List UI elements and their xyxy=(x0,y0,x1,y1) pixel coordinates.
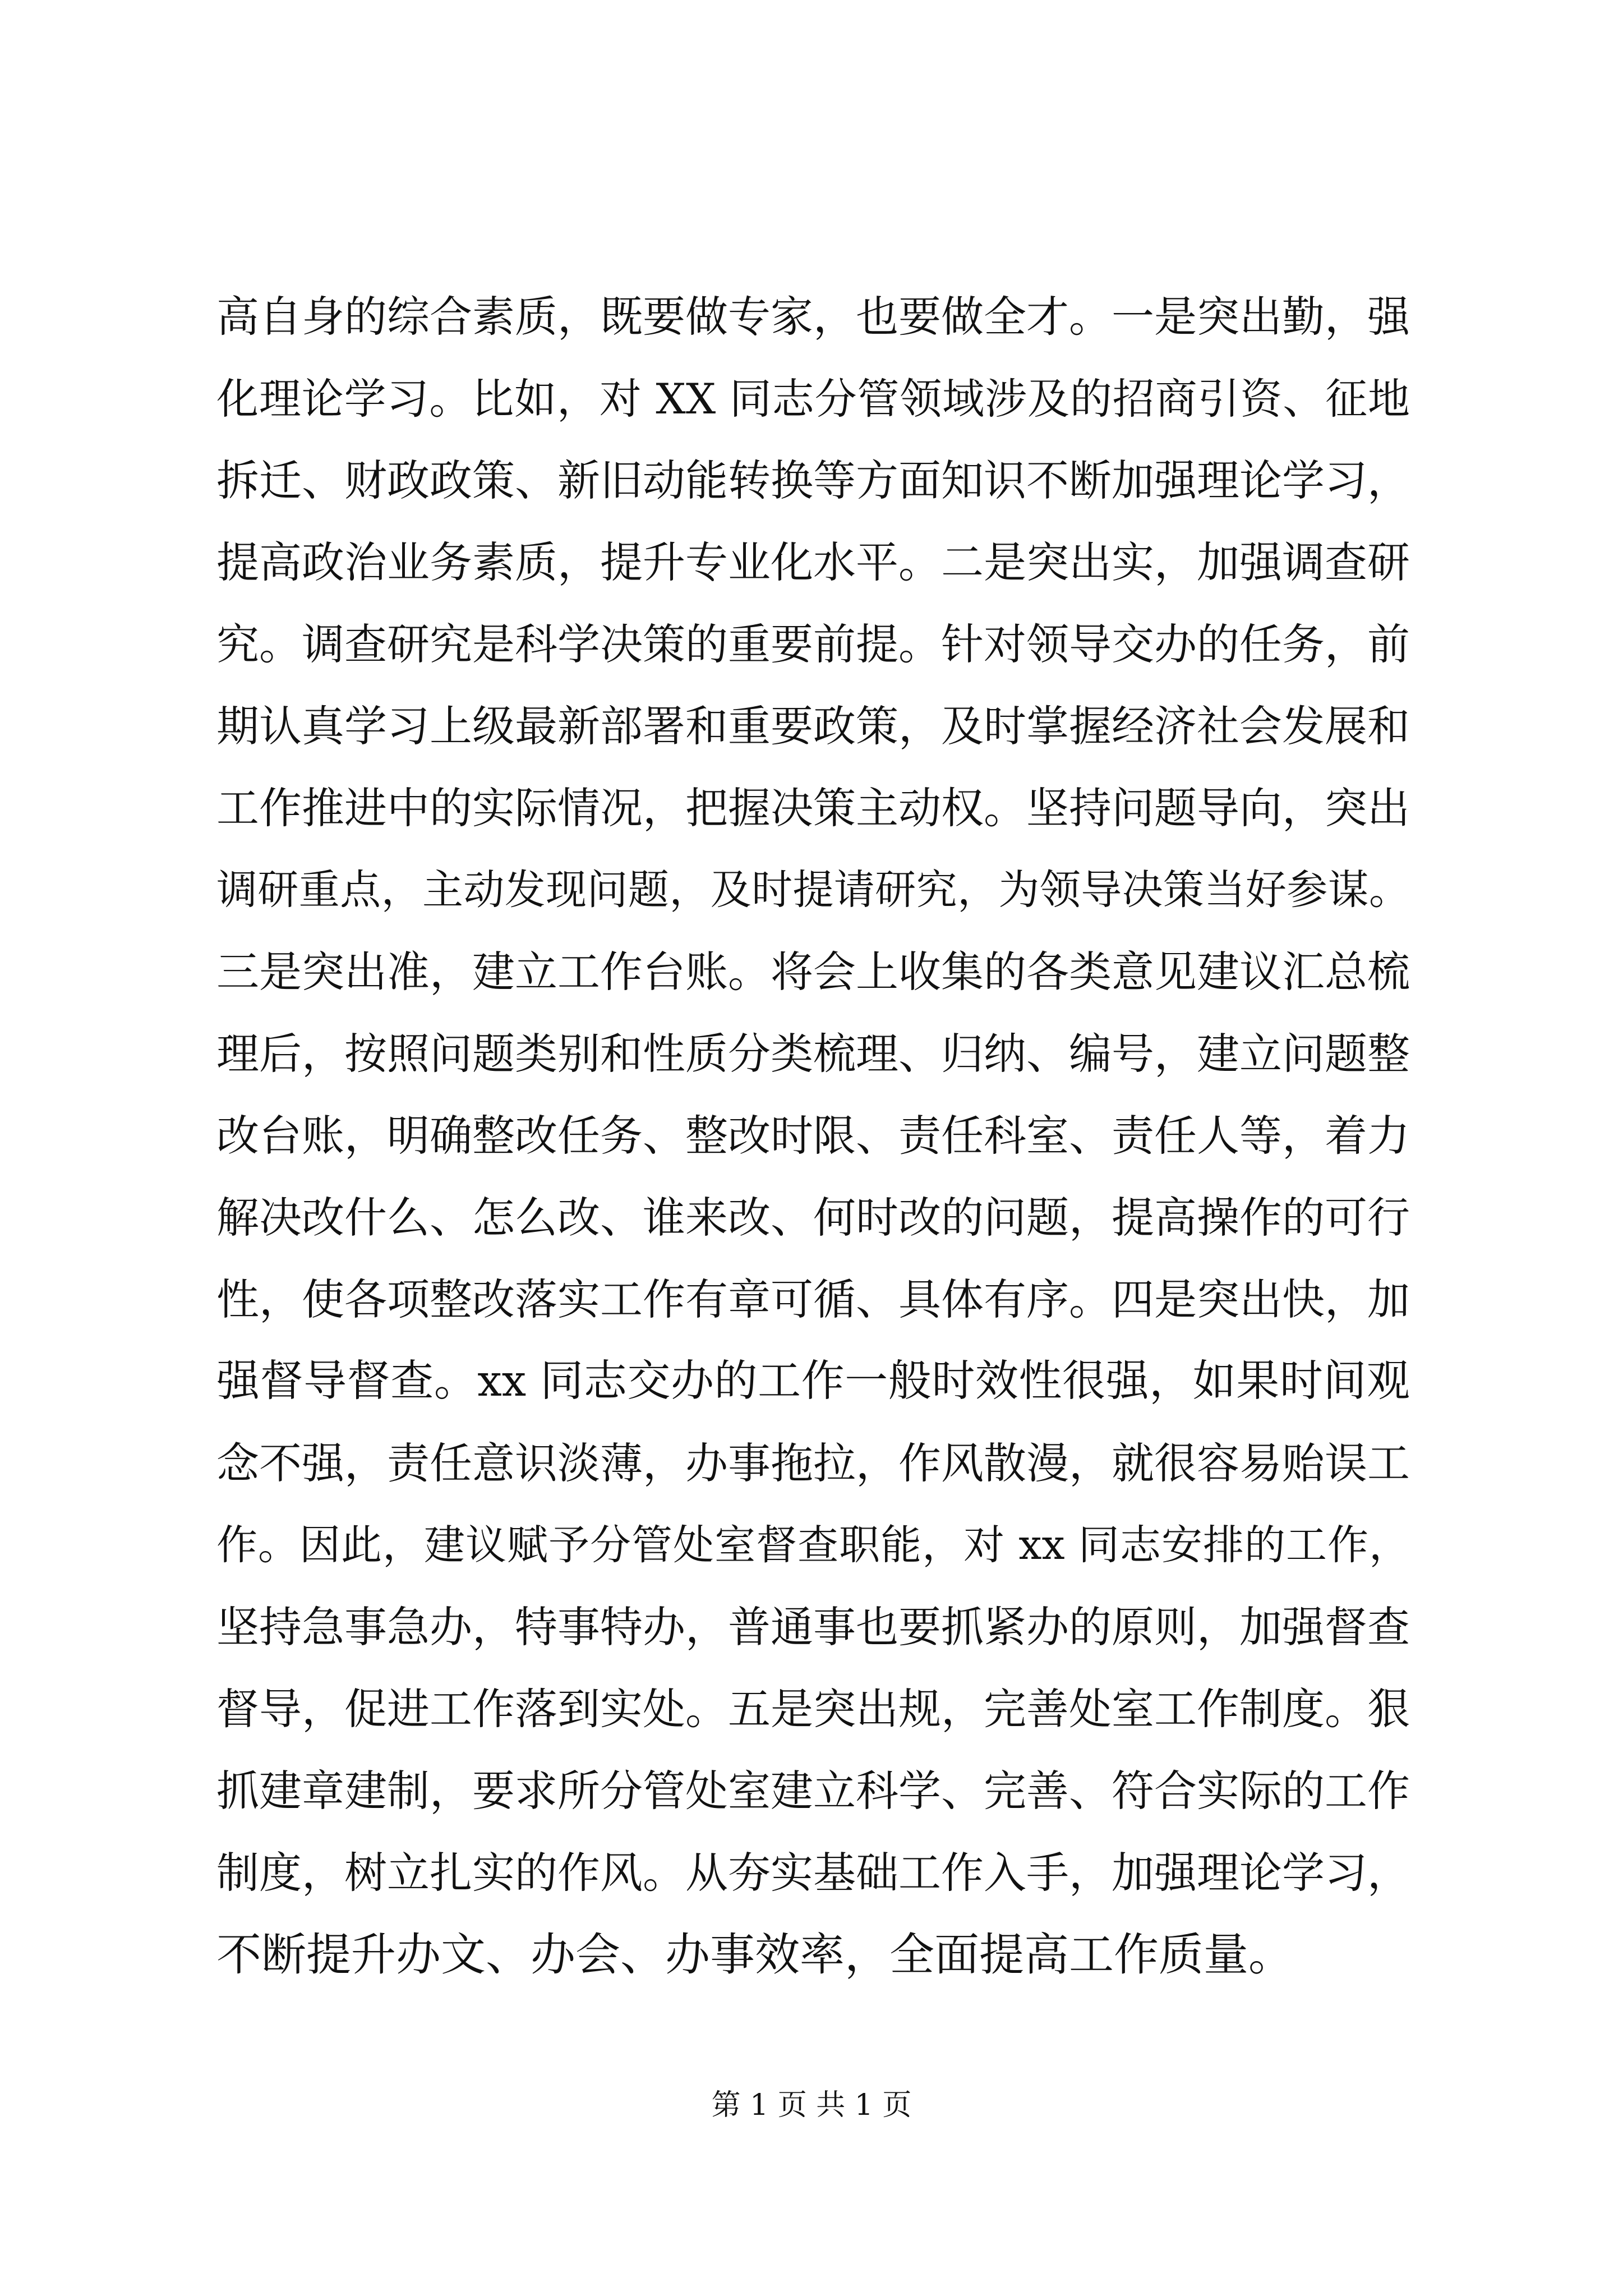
text-line-10: 理后，按照问题类别和性质分类梳理、归纳、编号，建立问题整 xyxy=(216,1029,1410,1079)
text-line-13: 性，使各项整改落实工作有章可循、具体有序。四是突出快，加 xyxy=(216,1274,1410,1324)
text-line-6: 期认真学习上级最新部署和重要政策，及时掌握经济社会发展和 xyxy=(216,701,1410,751)
text-line-16: 作。因此，建议赋予分管处室督查职能，对 xx 同志安排的工作， xyxy=(216,1521,1410,1569)
text-line-21: 不断提升办文、办会、办事效率，全面提高工作质量。 xyxy=(216,1929,1293,1981)
text-line-8: 调研重点，主动发现问题，及时提请研究，为领导决策当好参谋。 xyxy=(216,866,1410,914)
text-line-18: 督导，促进工作落到实处。五是突出规，完善处室工作制度。狠 xyxy=(216,1684,1410,1734)
text-line-5: 究。调查研究是科学决策的重要前提。针对领导交办的任务，前 xyxy=(216,619,1410,669)
text-line-9: 三是突出准，建立工作台账。将会上收集的各类意见建议汇总梳 xyxy=(216,947,1410,997)
text-line-15: 念不强，责任意识淡薄，办事拖拉，作风散漫，就很容易贻误工 xyxy=(216,1438,1410,1488)
text-line-7: 工作推进中的实际情况，把握决策主动权。坚持问题导向，突出 xyxy=(216,783,1410,833)
text-line-17: 坚持急事急办，特事特办，普通事也要抓紧办的原则，加强督查 xyxy=(216,1602,1410,1652)
text-line-1: 高自身的综合素质，既要做专家，也要做全才。一是突出勤，强 xyxy=(216,292,1410,342)
text-line-4: 提高政治业务素质，提升专业化水平。二是突出实，加强调查研 xyxy=(216,537,1410,587)
text-line-14: 强督导督查。xx 同志交办的工作一般时效性很强，如果时间观 xyxy=(216,1356,1410,1406)
text-line-3: 拆迁、财政政策、新旧动能转换等方面知识不断加强理论学习， xyxy=(216,455,1410,505)
text-line-12: 解决改什么、怎么改、谁来改、何时改的问题，提高操作的可行 xyxy=(216,1193,1410,1243)
text-line-20: 制度，树立扎实的作风。从夯实基础工作入手，加强理论学习， xyxy=(216,1848,1410,1898)
body-paragraph xyxy=(216,276,1410,1996)
text-line-19: 抓建章建制，要求所分管处室建立科学、完善、符合实际的工作 xyxy=(216,1766,1410,1816)
text-line-2: 化理论学习。比如，对 XX 同志分管领域涉及的招商引资、征地 xyxy=(216,374,1410,424)
text-line-11: 改台账，明确整改任务、整改时限、责任科室、责任人等，着力 xyxy=(216,1111,1410,1161)
page-footer: 第 1 页 共 1 页 xyxy=(711,2088,912,2122)
